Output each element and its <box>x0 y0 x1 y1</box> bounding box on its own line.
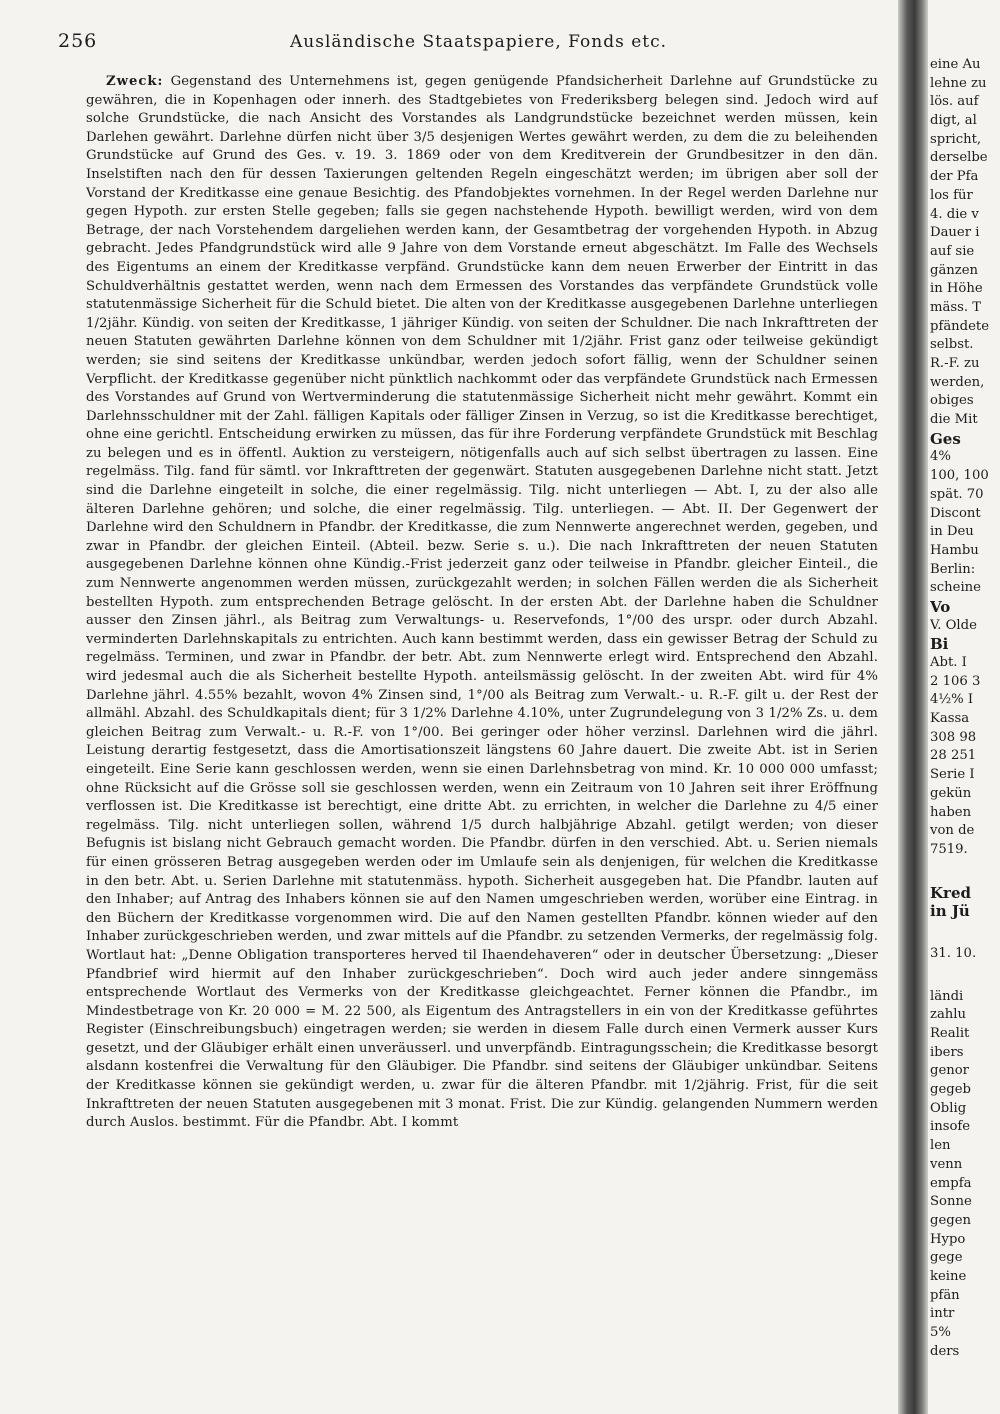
adjacent-line: insofe <box>930 1119 971 1135</box>
adjacent-line: len <box>930 1138 951 1154</box>
adjacent-line: gegen <box>930 1212 971 1228</box>
adjacent-line: Dauer i <box>930 225 980 241</box>
adjacent-line: Sonne <box>930 1194 972 1210</box>
book-gutter <box>898 0 928 1414</box>
adjacent-line: zahlu <box>930 1007 967 1023</box>
adjacent-line: spät. 70 <box>930 486 984 502</box>
page-number: 256 <box>58 30 98 52</box>
adjacent-line: in Jü <box>930 902 970 921</box>
main-text-column <box>86 73 878 1403</box>
adjacent-line: 100, 100 <box>930 468 989 484</box>
adjacent-line: genor <box>930 1063 969 1079</box>
adjacent-line: pfän <box>930 1287 960 1303</box>
adjacent-line: ibers <box>930 1044 964 1060</box>
adjacent-line: V. Olde <box>930 617 977 633</box>
main-paragraph <box>86 73 878 1133</box>
adjacent-line: obiges <box>930 393 974 409</box>
adjacent-line: ders <box>930 1343 960 1359</box>
adjacent-line: 4½% I <box>930 692 974 708</box>
adjacent-line: Hypo <box>930 1231 966 1247</box>
paragraph-lead: Zweck: <box>106 74 164 89</box>
adjacent-line: 31. 10. <box>930 945 977 961</box>
adjacent-line: Hambu <box>930 542 979 558</box>
adjacent-line <box>930 860 1000 884</box>
adjacent-line: 5% <box>930 1325 951 1340</box>
adjacent-line: 4. die v <box>930 206 979 222</box>
adjacent-line: Vo <box>930 597 951 616</box>
paragraph-body: Gegenstand des Unternehmens ist, gegen genügende Pfandsicherheit Darlehne auf Grundstücke zu gewähren, die in Kopenhagen oder innerh. des Stadtgebietes von Frederiksberg belegen sind. Jedoch wird auf solche Grundstücke, die nach Ansicht des Vorstandes als Landgrundstücke bezeichnet werden müssen, kein Darlehen gewährt. Darlehne dürfen nicht über 3/5 desjenigen Wertes gewährt werden, zu dem die zu beleihenden Grundstücke auf Grund des Ges. v. 19. 3. 1869 oder von dem Kreditverein der Grundbesitzer in den dän. Inselstiften nach den für dessen Taxierungen geltenden Regeln eingeschätzt werden; im übrigen aber soll der Vorstand der Kreditkasse eine genaue Besichtig. des Pfandobjektes vornehmen. In der Regel werden Darlehne nur gegen Hypoth. zur ersten Stelle gegeben; falls sie gegen nachstehende Hypoth. bewilligt werden, wird von dem Betrage, der nach Vorstehendem dargeliehen werden kann, der Gesamtbetrag der vorgehenden Hypoth. in Abzug gebracht. Jedes Pfandgrundstück wird alle 9 Jahre von dem Vorstande erneut abgeschätzt. Im Falle des Wechsels des Eigentums an einem der Kreditkasse verpfänd. Grundstücke kann dem neuen Erwerber der Eintritt in das Schuldverhältnis gestattet werden, wenn nach dem Ermessen des Vorstandes das verpfändete Grundstück volle statutenmässige Sicherheit für die Schuld bietet. Die alten von der Kreditkasse ausgegebenen Darlehne unterliegen 1/2jähr. Kündig. von seiten der Kreditkasse, 1 jähriger Kündig. von seiten der Schuldner. Die nach Inkrafttreten der neuen Statuten gewährten Darlehne können von dem Schuldner mit 1/2jähr. Frist ganz oder teilweise gekündigt werden; sie sind seitens der Kreditkasse unkündbar, werden jedoch sofort fällig, wenn der Schuldner seinen Verpflicht. der Kreditkasse gegenüber nicht pünktlich nachkommt oder das verpfändete Grundstück nach Ermessen des Vorstandes auf Grund von Wertverminderung die statutenmässige Sicherheit nicht mehr gewährt. Kommt ein Darlehnsschuldner mit der Zahl. fälligen Kapitals oder fälliger Zinsen in Verzug, so ist die Kreditkasse berechtiget, ohne eine gerichtl. Entscheidung erwirken zu müssen, das für ihre Forderung verpfändete Grundstück mit Beschlag zu belegen und es in öffentl. Auktion zu versteigern, nötigenfalls auch auf sich selbst übertragen zu lassen. Eine regelmäss. Tilg. fand für sämtl. vor Inkrafttreten der gegenwärt. Statuten ausgegebenen Darlehne nicht statt. Jetzt sind die Darlehne eingeteilt in solche, die einer regelmässig. Tilg. nicht unterliegen — Abt. I, zu der also alle älteren Darlehne gehören; und solche, die einer regelmässig. Tilg. unterliegen. — Abt. II. Der Gegenwert der Darlehne wird den Schuldnern in Pfandbr. der Kreditkasse, die zum Nennwerte angerechnet werden, gegeben, und zwar in Pfandbr. der gleichen Einteil. (Abteil. bezw. Serie s. u.). Die nach Inkrafttreten der neuen Statuten ausgegebenen Darlehne können ohne Kündig.-Frist jederzeit ganz oder teilweise in Pfandbr. gleicher Einteil., die zum Nennwerte angenommen werden müssen, zurückgezahlt werden; in solchen Fällen werden die als Sicherheit bestellten Hypoth. zum entsprechenden Betrage gelöscht. In der ersten Abt. der Darlehne haben die Schuldner ausser den Zinsen jährl., als Beitrag zum Verwaltungs- u. Reservefonds, 1°/00 des urspr. oder durch Abzahl. verminderten Darlehnskapitals zu entrichten. Auch kann bestimmt werden, dass ein gewisser Betrag der Schuld zu regelmäss. Terminen, und zwar in Pfandbr. der betr. Abt. zum Nennwerte erlegt wird. Entsprechend den Abzahl. wird jedesmal auch die als Sicherheit bestellte Hypoth. anteilsmässig gelöscht. In der zweiten Abt. wird für 4% Darlehne jährl. 4.55% bezahlt, wovon 4% Zinsen sind, 1°/00 als Beitrag zum Verwalt.- u. R.-F. gilt u. der Rest der allmähl. Abzahl. des Schuldkapitals dient; für 3 1/2% Darlehne 4.10%, unter Zugrundelegung von 3 1/2% Zs. u. dem gleichen Beitrag zum Verwalt.- u. R.-F. von 1°/00. Bei geringer oder höher verzinsl. Darlehnen wird die jährl. Leistung derartig festgesetzt, dass die Amortisationszeit längstens 60 Jahre dauert. Die zweite Abt. ist in Serien eingeteilt. Eine Serie kann geschlossen werden, wenn sie einen Darlehnsbetrag von mind. Kr. 10 000 000 umfasst; ohne Rücksicht auf die Grösse soll sie geschlossen werden, wenn ein Zeitraum von 10 Jahren seit ihrer Eröffnung verflossen ist. Die Kreditkasse ist berechtigt, eine dritte Abt. zu errichten, in welcher die Darlehne zu 4/5 einer regelmäss. Tilg. nicht unterliegen sollen, während 1/5 durch halbjährige Abzahl. getilgt werden; von dieser Befugnis ist bislang nicht Gebrauch gemacht worden. Die Pfandbr. dürfen in den verschied. Abt. u. Serien niemals für einen grösseren Betrag ausgegeben werden oder im Umlaufe sein als denjenigen, für welchen die Kreditkasse in den betr. Abt. u. Serien Darlehne mit statutenmäss. hypoth. Sicherheit ausgegeben hat. Die Pfandbr. lauten auf den Inhaber; auf Antrag des Inhabers können sie auf den Namen umgeschrieben werden, worüber eine Eintrag. in den Büchern der Kreditkasse vorgenommen wird. Die auf den Namen gestellten Pfandbr. können wieder auf den Inhaber zurückgeschrieben werden, und zwar mittels auf die Pfandbr. zu setzenden Vermerks, der regelmässig folg. Wortlaut hat: „Denne Obligation transporteres herved til Ihaendehaveren“ oder in deutscher Übersetzung: „Dieser Pfandbrief wird hiermit auf den Inhaber zurückgeschrieben“. Doch wird auch jeder andere sinngemäss entsprechende Wortlaut des Vermerks von der Kreditkasse gleichgeachtet. Ferner können die Pfandbr., im Mindestbetrage von Kr. 20 000 = M. 22 500, als Eigentum des Antragstellers in ein von der Kreditkasse geführtes Register (Einschreibungsbuch) eingetragen werden; sie werden in diesem Falle durch einen Vermerk ausser Kurs gesetzt, und der Gläubiger erhält einen unveräusserl. und unverpfändb. Eintragungsschein; die Kreditkasse besorgt alsdann kostenfrei die Verwaltung für den Gläubiger. Die Pfandbr. sind seitens der Gläubiger unkündbar. Seitens der Kreditkasse können sie gekündigt werden, u. zwar für die älteren Pfandbr. mit 1/2jährig. Frist, für die seit Inkrafttreten der neuen Statuten ausgegebenen mit 3 monat. Frist. Die zur Kündig. gelangenden Nummern werden durch Auslos. bestimmt. Für die Pfandbr. Abt. I kommt <box>86 74 878 1131</box>
adjacent-line: ländi <box>930 988 964 1004</box>
adjacent-line: Ges <box>930 429 961 448</box>
adjacent-line: gege <box>930 1250 963 1266</box>
adjacent-line <box>930 964 1000 988</box>
adjacent-line: 308 98 <box>930 729 977 745</box>
adjacent-line: gänzen <box>930 262 979 278</box>
adjacent-line: werden, <box>930 374 985 390</box>
adjacent-line: haben <box>930 804 972 820</box>
adjacent-line: Berlin: <box>930 561 976 577</box>
adjacent-line: gekün <box>930 785 972 801</box>
adjacent-line: los für <box>930 187 973 203</box>
adjacent-line: scheine <box>930 580 981 596</box>
adjacent-line: pfändete <box>930 318 990 334</box>
adjacent-line: in Höhe <box>930 281 983 297</box>
adjacent-line: Discont <box>930 505 981 521</box>
adjacent-line: venn <box>930 1156 963 1172</box>
running-head: Ausländische Staatspapiere, Fonds etc. <box>290 32 668 52</box>
adjacent-line: spricht, <box>930 131 982 147</box>
adjacent-line: Kred <box>930 883 971 902</box>
adjacent-line: digt, al <box>930 113 977 129</box>
adjacent-line: R.-F. zu <box>930 356 980 371</box>
adjacent-page-column <box>930 56 1000 1406</box>
adjacent-line: Bi <box>930 635 949 654</box>
adjacent-line: Kassa <box>930 711 970 727</box>
adjacent-line: der Pfa <box>930 169 979 185</box>
adjacent-line: 4% <box>930 449 951 465</box>
adjacent-line: 28 251 <box>930 748 977 764</box>
adjacent-line: von de <box>930 823 975 839</box>
adjacent-line: 7519. <box>930 841 968 857</box>
adjacent-line: in Deu <box>930 524 974 540</box>
adjacent-line: keine <box>930 1268 967 1284</box>
adjacent-line: derselbe <box>930 150 988 166</box>
adjacent-line: lös. auf <box>930 94 979 110</box>
adjacent-line <box>930 921 1000 945</box>
adjacent-line: 2 106 3 <box>930 673 981 689</box>
adjacent-line: mäss. T <box>930 299 982 315</box>
adjacent-line: lehne zu <box>930 75 987 91</box>
adjacent-line: auf sie <box>930 243 975 259</box>
adjacent-line: eine Au <box>930 57 981 72</box>
adjacent-line: empfa <box>930 1175 972 1191</box>
adjacent-line: intr <box>930 1306 955 1322</box>
adjacent-line: Serie I <box>930 767 975 783</box>
adjacent-line: Realit <box>930 1026 970 1041</box>
adjacent-line: die Mit <box>930 412 978 428</box>
adjacent-line: selbst. <box>930 337 974 353</box>
adjacent-line: gegeb <box>930 1082 971 1098</box>
adjacent-line: Oblig <box>930 1100 967 1116</box>
adjacent-line: Abt. I <box>930 655 967 670</box>
